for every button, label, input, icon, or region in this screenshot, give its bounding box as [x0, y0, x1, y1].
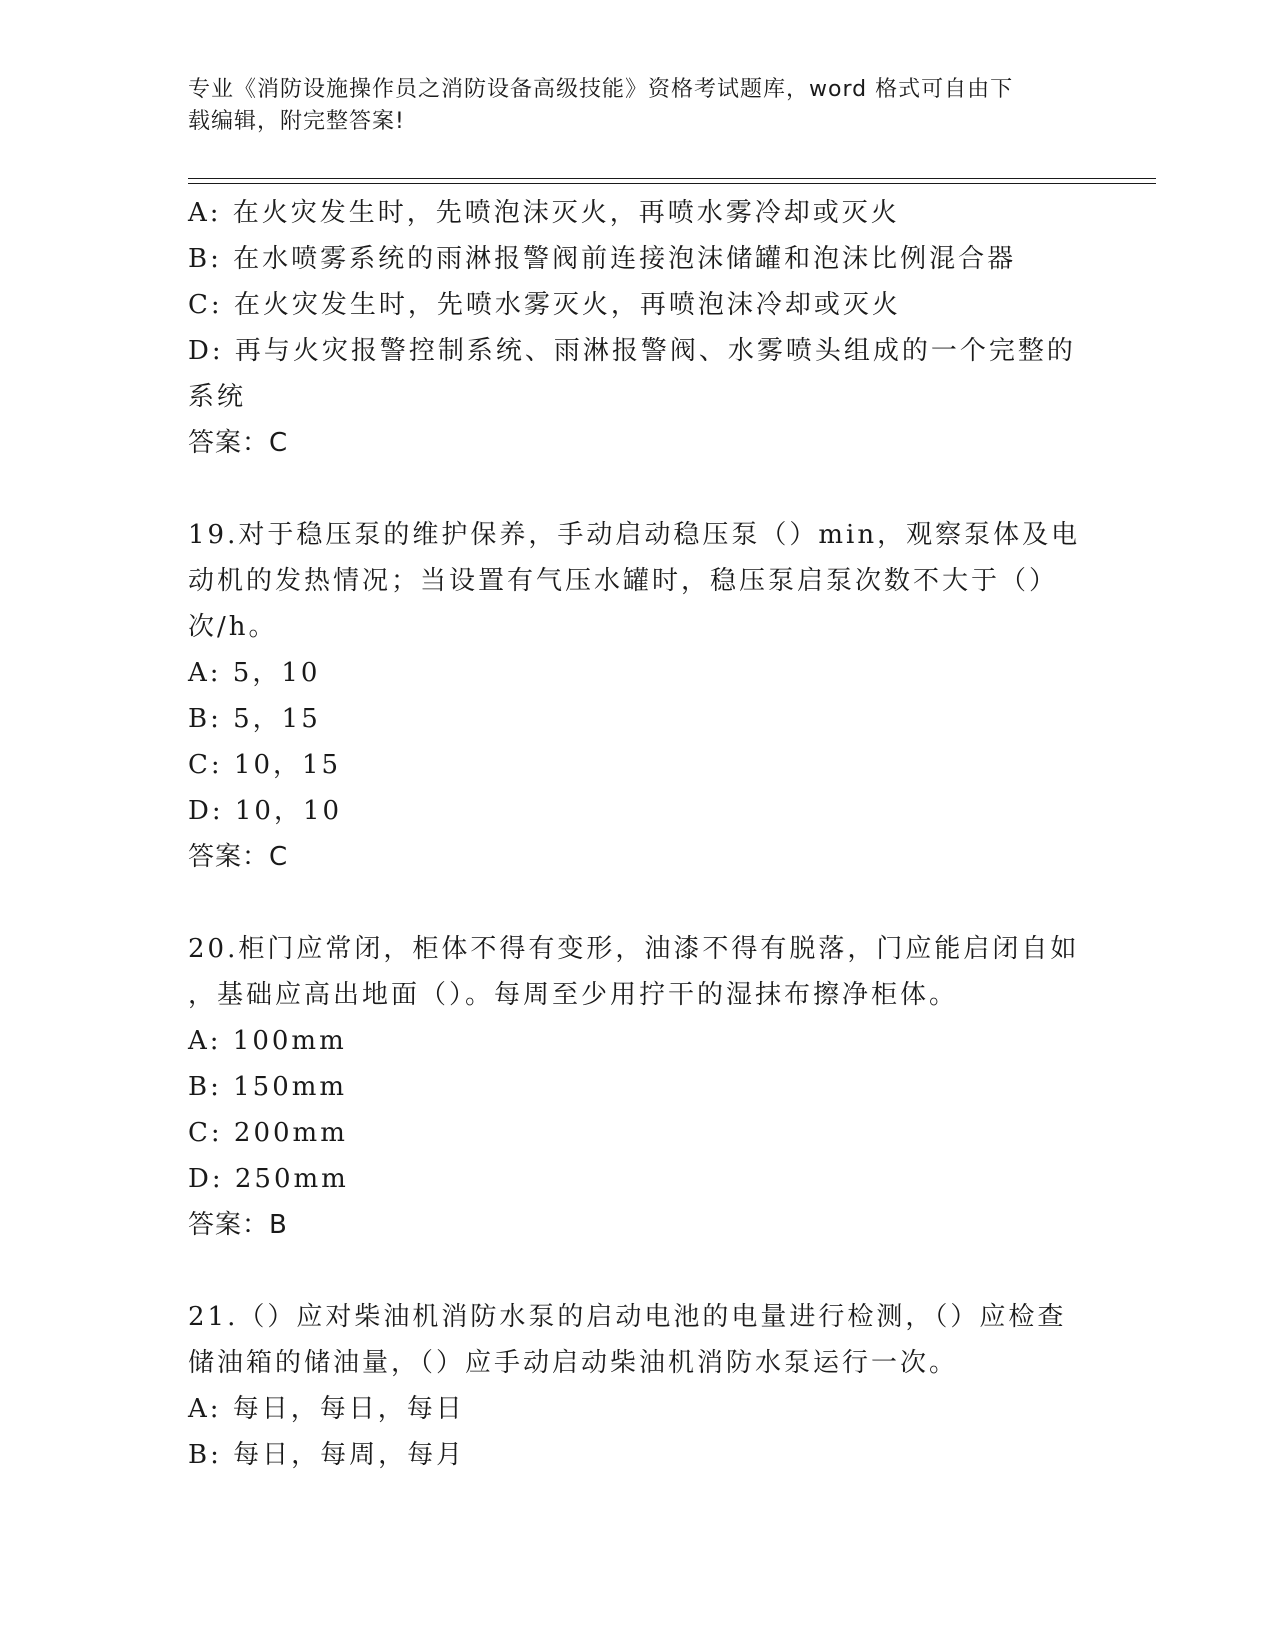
option-d-continued: 系统 [188, 382, 247, 412]
document-header [188, 74, 1068, 138]
option-d: D: 10，10 [188, 796, 343, 826]
question-block-21 [188, 1294, 1088, 1478]
option-a: A: 每日，每日，每日 [188, 1394, 465, 1424]
option-c: C: 200mm [188, 1118, 348, 1148]
question-block-19 [188, 512, 1088, 880]
option-c: C: 10，15 [188, 750, 342, 780]
option-b: B: 150mm [188, 1072, 348, 1102]
option-b: B: 在水喷雾系统的雨淋报警阀前连接泡沫储罐和泡沫比例混合器 [188, 244, 1017, 274]
option-d: D: 再与火灾报警控制系统、雨淋报警阀、水雾喷头组成的一个完整的 [188, 336, 1076, 366]
header-rule-top [188, 178, 1156, 179]
header-line-1: 专业《消防设施操作员之消防设备高级技能》资格考试题库，word 格式可自由下 [188, 77, 1014, 102]
option-a: A: 5，10 [188, 658, 321, 688]
spacer [188, 880, 1088, 926]
header-rule-bottom [188, 183, 1156, 184]
question-stem: 20.柜门应常闭，柜体不得有变形，油漆不得有脱落，门应能启闭自如 [188, 934, 1080, 964]
question-block-20 [188, 926, 1088, 1248]
question-stem: 21.（）应对柴油机消防水泵的启动电池的电量进行检测，（）应检查 [188, 1302, 1067, 1332]
question-stem: ，基础应高出地面（）。每周至少用拧干的湿抹布擦净柜体。 [188, 980, 959, 1010]
answer-line: 答案：C [188, 842, 289, 872]
question-stem: 储油箱的储油量，（）应手动启动柴油机消防水泵运行一次。 [188, 1348, 959, 1378]
question-stem: 动机的发热情况；当设置有气压水罐时，稳压泵启泵次数不大于（） [188, 566, 1059, 596]
option-c: C: 在火灾发生时，先喷水雾灭火，再喷泡沫冷却或灭火 [188, 290, 901, 320]
header-line-2: 载编辑，附完整答案! [188, 109, 405, 134]
option-b: B: 每日，每周，每月 [188, 1440, 466, 1470]
question-block-prev [188, 190, 1088, 466]
answer-line: 答案：B [188, 1210, 288, 1240]
spacer [188, 1248, 1088, 1294]
spacer [188, 466, 1088, 512]
option-a: A: 在火灾发生时，先喷泡沫灭火，再喷水雾冷却或灭火 [188, 198, 900, 228]
question-stem: 19.对于稳压泵的维护保养，手动启动稳压泵（）min，观察泵体及电 [188, 520, 1081, 550]
option-b: B: 5，15 [188, 704, 321, 734]
question-list [188, 190, 1088, 1478]
question-stem: 次/h。 [188, 612, 278, 642]
answer-line: 答案：C [188, 428, 289, 458]
option-d: D: 250mm [188, 1164, 349, 1194]
option-a: A: 100mm [188, 1026, 347, 1056]
